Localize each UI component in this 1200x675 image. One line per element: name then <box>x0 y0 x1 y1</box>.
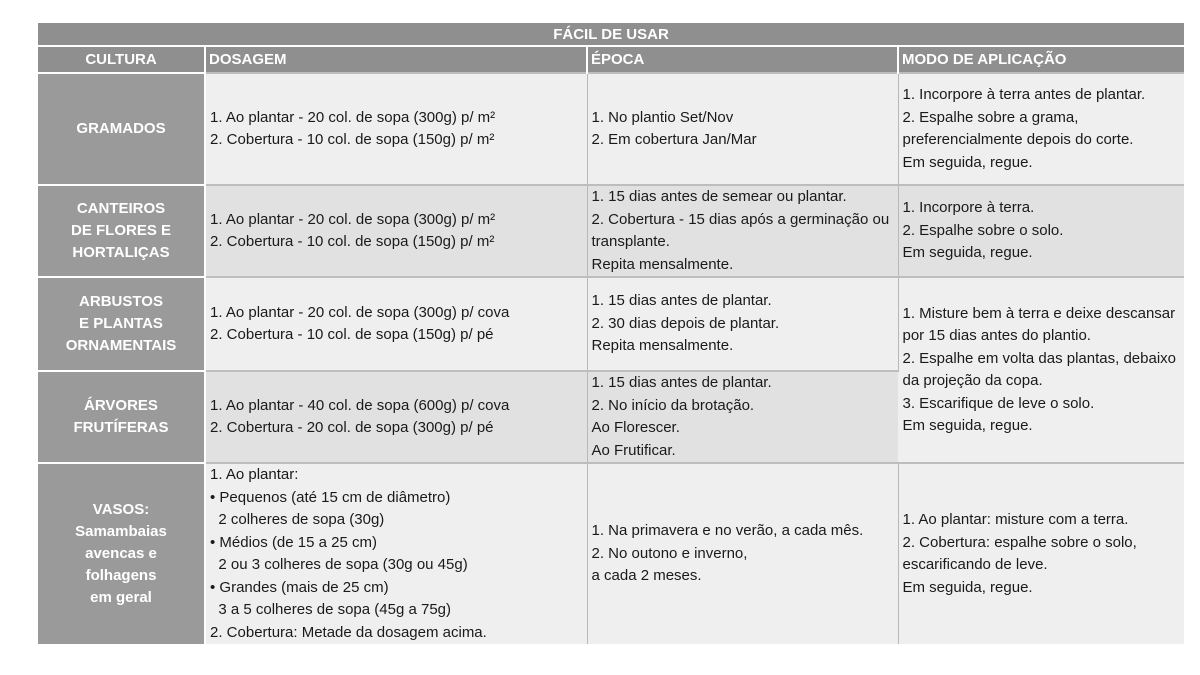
epoca-cell: 1. No plantio Set/Nov 2. Em cobertura Jan/Mar <box>587 73 898 185</box>
crop-cell: CANTEIROS DE FLORES E HORTALIÇAS <box>38 185 205 277</box>
epoca-cell: 1. 15 dias antes de plantar. 2. No início da brotação. Ao Florescer. Ao Frutificar. <box>587 371 898 463</box>
modo-cell: 1. Incorpore à terra antes de plantar. 2. Espalhe sobre a grama, preferencialmente depois do corte. Em seguida, regue. <box>898 73 1184 185</box>
modo-cell: 1. Incorpore à terra. 2. Espalhe sobre o solo. Em seguida, regue. <box>898 185 1184 277</box>
crop-cell: ARBUSTOS E PLANTAS ORNAMENTAIS <box>38 277 205 371</box>
header-epoca: ÉPOCA <box>587 46 898 73</box>
epoca-cell: 1. Na primavera e no verão, a cada mês. 2. No outono e inverno, a cada 2 meses. <box>587 463 898 644</box>
usage-table-container <box>38 23 1184 644</box>
dosagem-cell: 1. Ao plantar - 20 col. de sopa (300g) p/ cova 2. Cobertura - 10 col. de sopa (150g) p/ pé <box>205 277 587 371</box>
modo-cell: 1. Misture bem à terra e deixe descansar por 15 dias antes do plantio. 2. Espalhe em volta das plantas, debaixo da projeção da copa. 3. Escarifique de leve o solo. Em seguida, regue. <box>898 277 1184 463</box>
dosagem-cell: 1. Ao plantar - 20 col. de sopa (300g) p/ m² 2. Cobertura - 10 col. de sopa (150g) p/ m² <box>205 185 587 277</box>
table-row-arbustos <box>38 277 1184 371</box>
table-title-row <box>38 23 1184 46</box>
header-cultura: CULTURA <box>38 46 205 73</box>
crop-cell: VASOS: Samambaias avencas e folhagens em geral <box>38 463 205 644</box>
table-title: FÁCIL DE USAR <box>38 23 1184 46</box>
epoca-cell: 1. 15 dias antes de semear ou plantar. 2. Cobertura - 15 dias após a germinação ou transplante. Repita mensalmente. <box>587 185 898 277</box>
dosagem-cell: 1. Ao plantar: • Pequenos (até 15 cm de diâmetro) 2 colheres de sopa (30g) • Médios (de 15 a 25 cm) 2 ou 3 colheres de sopa (30g ou 45g) • Grandes (mais de 25 cm) 3 a 5 colheres de sopa (45g a 75g) 2. Cobertura: Metade da dosagem acima. <box>205 463 587 644</box>
dosagem-cell: 1. Ao plantar - 20 col. de sopa (300g) p/ m² 2. Cobertura - 10 col. de sopa (150g) p/ m² <box>205 73 587 185</box>
crop-cell: ÁRVORES FRUTÍFERAS <box>38 371 205 463</box>
modo-cell: 1. Ao plantar: misture com a terra. 2. Cobertura: espalhe sobre o solo, escarificando de leve. Em seguida, regue. <box>898 463 1184 644</box>
epoca-cell: 1. 15 dias antes de plantar. 2. 30 dias depois de plantar. Repita mensalmente. <box>587 277 898 371</box>
crop-cell: GRAMADOS <box>38 73 205 185</box>
usage-table <box>38 23 1184 644</box>
table-row-vasos <box>38 463 1184 644</box>
table-row-gramados <box>38 73 1184 185</box>
table-row-canteiros <box>38 185 1184 277</box>
dosagem-cell: 1. Ao plantar - 40 col. de sopa (600g) p/ cova 2. Cobertura - 20 col. de sopa (300g) p/ pé <box>205 371 587 463</box>
header-modo-de-aplicacao: MODO DE APLICAÇÃO <box>898 46 1184 73</box>
header-dosagem: DOSAGEM <box>205 46 587 73</box>
table-header-row <box>38 46 1184 73</box>
